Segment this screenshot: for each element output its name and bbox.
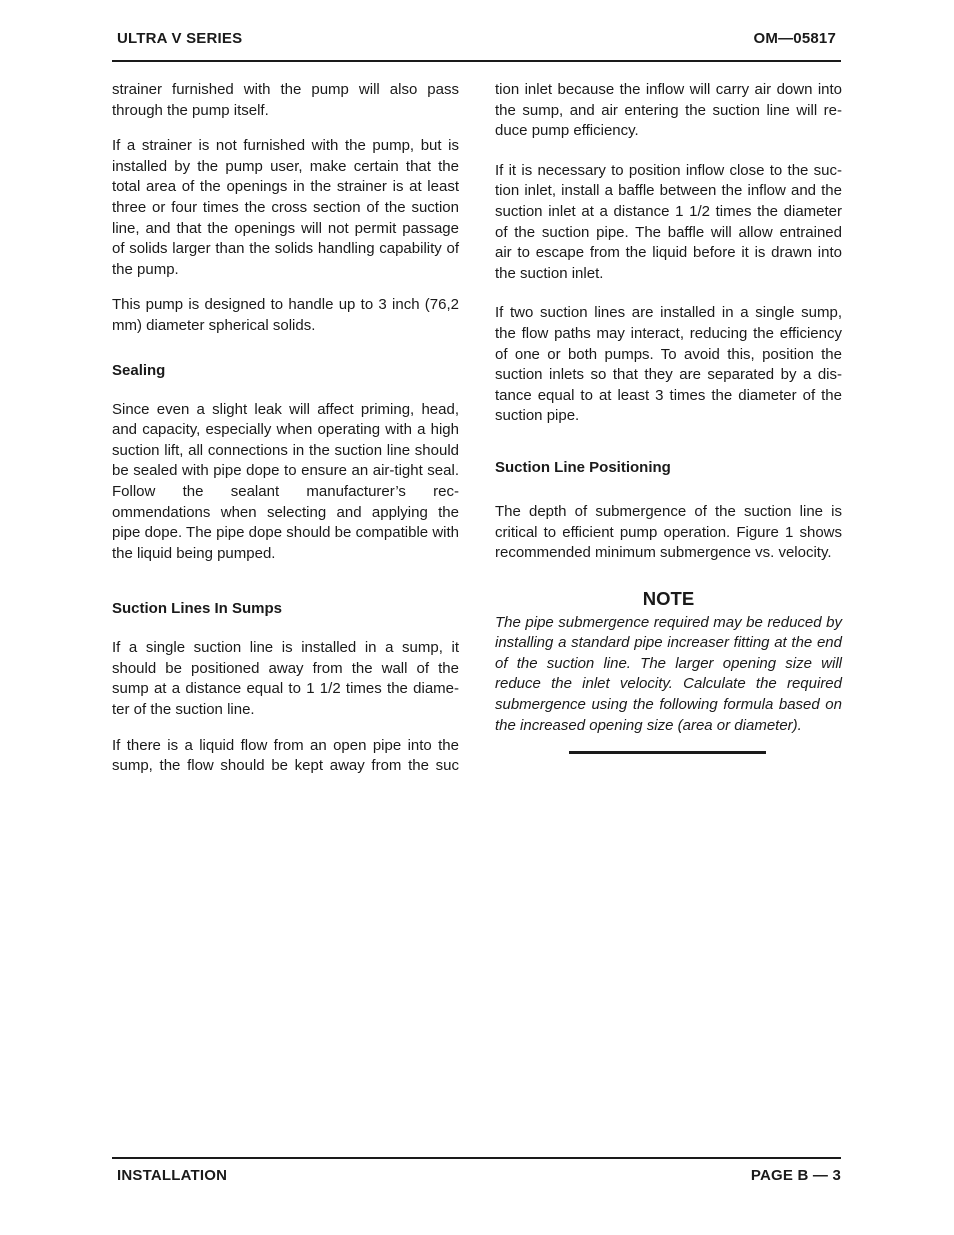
paragraph-liquid-flow: If there is a liquid flow from an open pipe into the sump, the flow should be kept away from the suc (112, 736, 459, 775)
paragraph-two-suction-lines: If two suction lines are installed in a single sump, the flow paths may interact, reducing the efficiency of one or both pumps. To avoid this, position the suction inlets so that they are separated by a distance equal to at least 3 times the diameter of the suction pipe. (495, 304, 842, 425)
heading-suction-lines-in-sumps: Suction Lines In Sumps (112, 600, 283, 618)
header-document-number: OM—05817 (753, 30, 836, 47)
paragraph-sealing: Since even a slight leak will affect priming, head, and capacity, especially when operating with a high suction lift, all connections in the suction line should be sealed with pipe dope to ensure an air‑tight seal. Follow the sealant manufacturer’s recommendations when selecting and applying the pipe dope. The pipe dope should be compatible with the liquid being pumped. (112, 400, 459, 562)
header-series-title: ULTRA V SERIES (117, 30, 243, 47)
paragraph-submergence-depth: The depth of submergence of the suction line is critical to efficient pump operation. Figure 1 shows recommended minimum submergence vs. velocity. (495, 502, 842, 562)
paragraph-baffle: If it is necessary to position inflow close to the suction inlet, install a baffle between the inflow and the suction inlet at a distance 1 1/2 times the diameter of the suction pipe. The baffle will allow entrained air to escape from the liquid before it is drawn into the suction inlet. (495, 161, 842, 282)
note-divider (569, 751, 766, 754)
right-column (495, 80, 842, 754)
heading-suction-line-positioning: Suction Line Positioning (495, 458, 671, 476)
note-block (495, 587, 842, 755)
note-text: The pipe submergence required may be reduced by installing a standard pipe increaser fitting at the end of the suction line. The larger opening size will reduce the inlet velocity. Calculate the required submergence using the following formula based on the increased opening size (area or diameter). (495, 613, 842, 734)
page-footer (112, 1157, 841, 1189)
paragraph-spherical-solids: This pump is designed to handle up to 3 inch (76,2 mm) diameter spherical solids. (112, 296, 459, 334)
heading-sealing: Sealing (112, 361, 166, 379)
note-title: NOTE (642, 587, 695, 609)
paragraph-strainer-continued: strainer furnished with the pump will also pass through the pump itself. (112, 81, 459, 119)
paragraph-inflow-air: tion inlet because the inflow will carry air down into the sump, and air entering the suction line will reduce pump efficiency. (495, 81, 842, 140)
left-column (112, 80, 459, 792)
paragraph-single-suction-line: If a single suction line is installed in a sump, it should be positioned away from the wall of the sump at a distance equal to 1 1/2 times the diameter of the suction line. (112, 639, 459, 719)
footer-page-number: PAGE B — 3 (750, 1167, 841, 1184)
footer-section-title: INSTALLATION (117, 1167, 228, 1184)
page-header (112, 28, 841, 62)
paragraph-strainer-not-furnished: If a strainer is not furnished with the pump, but is installed by the pump user, make certain that the total area of the openings in the strainer is at least three or four times the cross section of the suction line, and that the openings will not permit passage of solids larger than the solids handling capability of the pump. (112, 137, 459, 278)
